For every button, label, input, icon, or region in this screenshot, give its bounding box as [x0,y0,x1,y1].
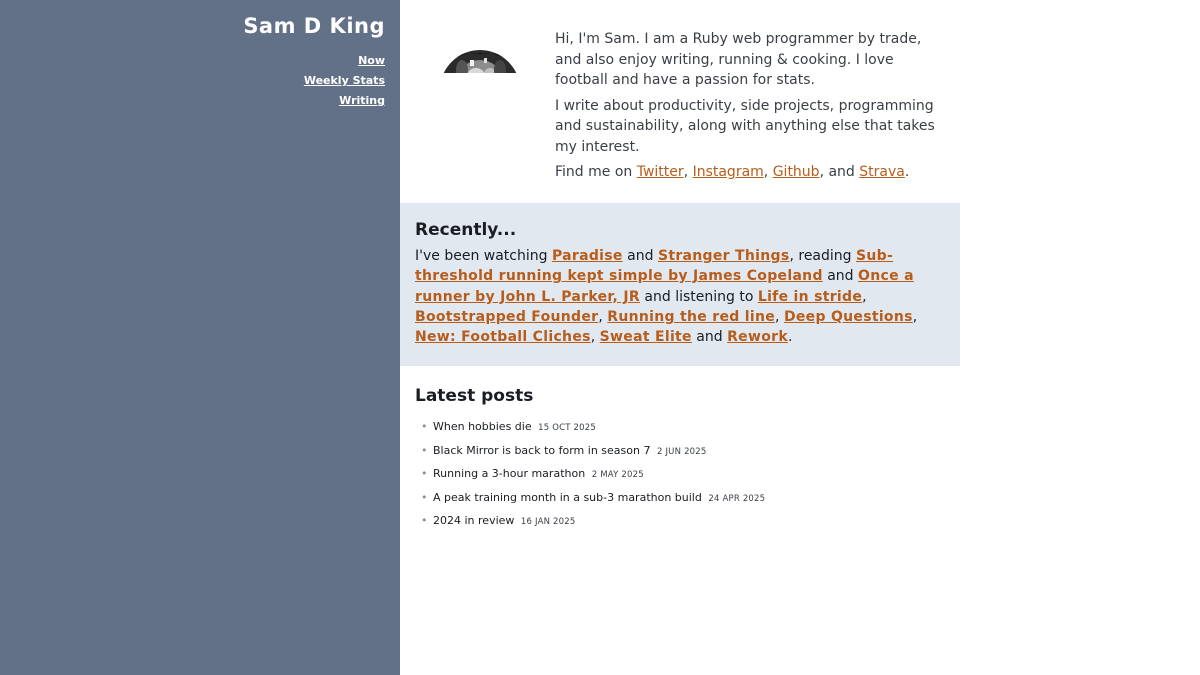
post-date: 2 JUN 2025 [656,446,707,457]
intro-paragraph-3: Find me on Twitter, Instagram, Github, and Strava. [555,164,910,180]
bullet-icon: • [421,467,428,480]
bullet-icon: • [421,420,428,433]
main-content [400,0,960,534]
post-date: 2 MAY 2025 [591,470,644,480]
post-date: 24 APR 2025 [708,493,766,504]
bullet-icon: • [421,490,428,504]
list-item [421,510,945,534]
intro-paragraph-2: I write about productivity, side projects, programming and sustainability, along with anything else that takes my interest. [555,97,935,155]
twitter-link[interactable]: Twitter [636,164,684,180]
watching-link-paradise[interactable]: Paradise [551,248,623,264]
listening-link-deep-questions[interactable]: Deep Questions [783,308,913,325]
bullet-icon: • [421,514,428,527]
post-link[interactable]: A peak training month in a sub-3 marathon build [433,490,702,504]
post-date: 16 JAN 2025 [520,517,576,527]
post-list [415,416,945,534]
post-link[interactable]: 2024 in review [433,514,515,527]
latest-posts-section [400,366,960,534]
nav-link-now[interactable]: Now [358,54,385,67]
listening-link-football-cliches[interactable]: New: Football Cliches [415,329,591,346]
post-link[interactable]: When hobbies die [433,420,532,433]
intro-paragraph-1: Hi, I'm Sam. I am a Ruby web programmer by trade, and also enjoy writing, running & cooking. I love football and have a passion for stats. [555,31,922,88]
bullet-icon: • [421,443,428,457]
list-item [421,416,945,440]
sidebar [0,0,400,675]
nav-link-weekly-stats[interactable]: Weekly Stats [303,74,385,87]
recently-heading: Recently... [415,220,517,240]
post-link[interactable]: Running a 3-hour marathon [433,467,586,480]
list-item [421,440,945,464]
post-link[interactable]: Black Mirror is back to form in season 7 [433,443,651,457]
avatar-image [440,50,520,73]
list-item [421,463,945,487]
recently-section [400,203,960,366]
watching-link-stranger-things[interactable]: Stranger Things [657,248,790,264]
nav-link-writing[interactable]: Writing [339,94,385,107]
recently-text: I've been watching Paradise and Stranger Things, reading Sub-threshold running kept simple by James Copeland and Once a runner by John L. Parker, JR and listening to Life in stride, Bootstrapped Founder, Running the red line, Deep Questions, New: Football Cliches, Sweat Elite and Rework. [415,248,918,346]
site-title[interactable]: Sam D King [243,14,385,38]
listening-link-running-the-red-line[interactable]: Running the red line [607,308,776,325]
reading-link-sub-threshold[interactable]: Sub-threshold running kept simple by James Copeland [415,248,894,285]
listening-link-rework[interactable]: Rework [727,329,788,346]
post-date: 15 OCT 2025 [538,423,596,433]
listening-link-sweat-elite[interactable]: Sweat Elite [599,329,692,346]
list-item [421,487,945,511]
intro-text [555,29,950,188]
github-link[interactable]: Github [772,164,820,180]
intro-section [400,0,960,203]
main-nav [0,51,385,111]
avatar [440,50,520,73]
latest-posts-heading: Latest posts [415,386,534,406]
strava-link[interactable]: Strava [859,164,905,180]
listening-link-bootstrapped-founder[interactable]: Bootstrapped Founder [415,308,599,325]
listening-link-life-in-stride[interactable]: Life in stride [757,288,863,305]
reading-link-once-a-runner[interactable]: Once a runner by John L. Parker, JR [415,268,914,305]
instagram-link[interactable]: Instagram [692,164,764,180]
